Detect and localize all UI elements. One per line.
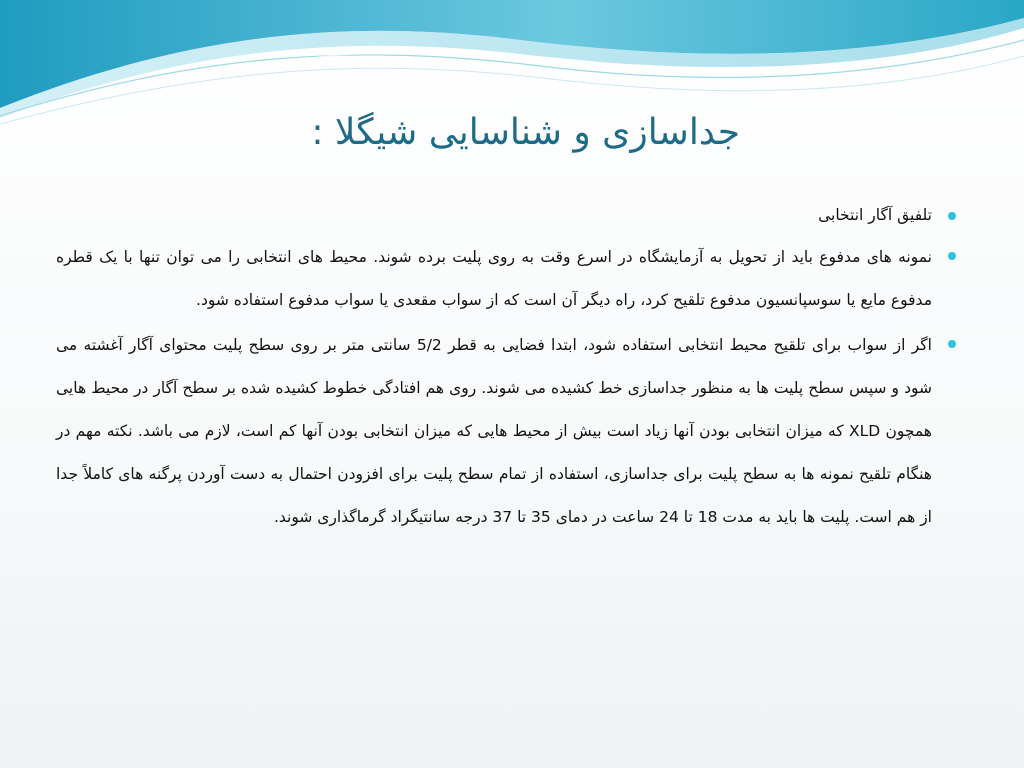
bullet-text: نمونه های مدفوع باید از تحویل به آزمایشگاه در اسرع وقت به روی پلیت برده شوند. محیط های انتخابی را می توان تنها با یک قطره مدفوع مایع یا سوسپانسیون مدفوع تلقیح کرد، راه دیگر آن است که از سواب مقعدی یا سواب مدفوع استفاده شود.	[56, 248, 932, 309]
bullet-text: تلفیق آگار انتخابی	[818, 206, 932, 224]
slide-title: جداسازی و شناسایی شیگلا :	[311, 112, 740, 153]
bullet-dot-icon	[948, 212, 956, 220]
bullet-text: اگر از سواب برای تلقیح محیط انتخابی استفاده شود، ابتدا فضایی به قطر 5/2 سانتی متر بر روی سطح پلیت محتوای آگار آغشته می شود و سپس سطح پلیت ها به منظور جداسازی خط کشیده می شوند. روی هم افتادگی خطوط کشیده شده بر سطح آگار در محیط هایی همچون XLD که میزان انتخابی بودن آنها زیاد است بیش از محیط هایی که میزان انتخابی بودن آنها کم است، لازم می باشد. نکته مهم در هنگام تلقیح نمونه ها به سطح پلیت برای جداسازی، استفاده از تمام سطح پلیت برای افزودن احتمال به دست آوردن پرگنه های کاملاً جدا از هم است. پلیت ها باید به مدت 18 تا 24 ساعت در دمای 35 تا 37 درجه سانتیگراد گرماگذاری شوند.	[56, 336, 932, 526]
bullet-item	[56, 324, 932, 539]
bullet-item	[56, 236, 932, 322]
slide-content	[56, 196, 932, 541]
bullet-dot-icon	[948, 252, 956, 260]
bullet-item	[56, 196, 932, 234]
bullet-dot-icon	[948, 340, 956, 348]
